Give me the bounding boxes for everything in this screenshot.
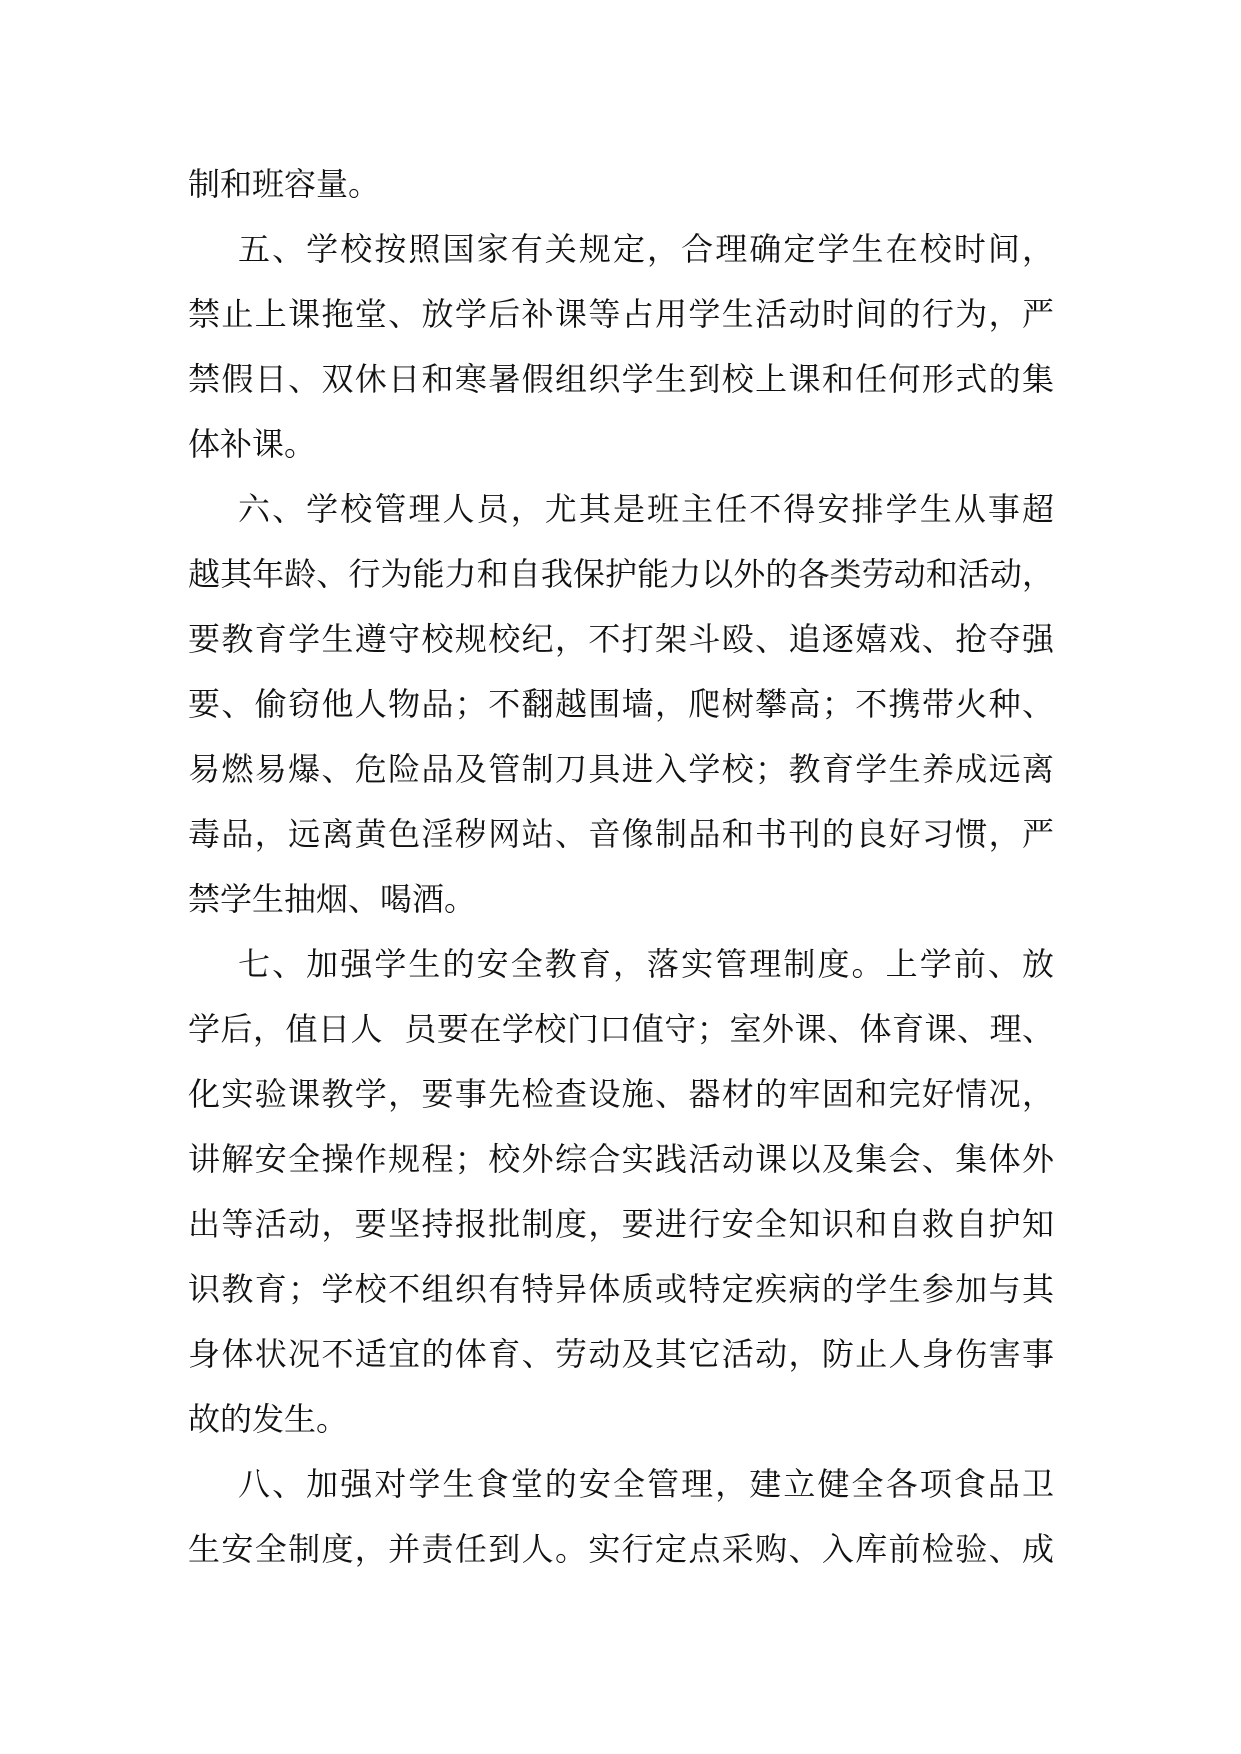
text-line: 要、偷窃他人物品；不翻越围墙，爬树攀高；不携带火种、 [188, 685, 1054, 723]
body-text [188, 152, 1054, 1582]
text-line: 禁学生抽烟、喝酒。 [188, 880, 477, 918]
text-line: 越其年龄、行为能力和自我保护能力以外的各类劳动和活动， [188, 555, 1054, 593]
paragraph-item-7 [188, 932, 1054, 1452]
text-line: 六、学校管理人员，尤其是班主任不得安排学生从事超 [238, 490, 1054, 528]
paragraph-continuation [188, 152, 1054, 217]
text-line: 五、学校按照国家有关规定，合理确定学生在校时间， [238, 230, 1054, 268]
text-line: 出等活动，要坚持报批制度，要进行安全知识和自救自护知 [188, 1205, 1054, 1243]
text-line: 身体状况不适宜的体育、劳动及其它活动，防止人身伤害事 [188, 1335, 1054, 1373]
text-line: 生安全制度，并责任到人。实行定点采购、入库前检验、成 [188, 1530, 1054, 1568]
text-line: 要教育学生遵守校规校纪，不打架斗殴、追逐嬉戏、抢夺强 [188, 620, 1054, 658]
text-line: 易燃易爆、危险品及管制刀具进入学校；教育学生养成远离 [188, 750, 1054, 788]
text-line: 八、加强对学生食堂的安全管理，建立健全各项食品卫 [238, 1465, 1054, 1503]
paragraph-item-5 [188, 217, 1054, 477]
paragraph-item-8 [188, 1452, 1054, 1582]
text-line: 化实验课教学，要事先检查设施、器材的牢固和完好情况， [188, 1075, 1054, 1113]
text-line: 故的发生。 [188, 1400, 349, 1438]
text-line: 七、加强学生的安全教育，落实管理制度。上学前、放 [238, 945, 1054, 983]
text-line: 识教育；学校不组织有特异体质或特定疾病的学生参加与其 [188, 1270, 1054, 1308]
text-line: 学后，值日人 员要在学校门口值守；室外课、体育课、理、 [188, 1010, 1054, 1048]
text-line: 体补课。 [188, 425, 317, 463]
text-line: 制和班容量。 [188, 165, 381, 203]
text-line: 禁止上课拖堂、放学后补课等占用学生活动时间的行为，严 [188, 295, 1054, 333]
text-line: 讲解安全操作规程；校外综合实践活动课以及集会、集体外 [188, 1140, 1054, 1178]
text-line: 禁假日、双休日和寒暑假组织学生到校上课和任何形式的集 [188, 360, 1054, 398]
paragraph-item-6 [188, 477, 1054, 932]
text-line: 毒品，远离黄色淫秽网站、音像制品和书刊的良好习惯，严 [188, 815, 1054, 853]
